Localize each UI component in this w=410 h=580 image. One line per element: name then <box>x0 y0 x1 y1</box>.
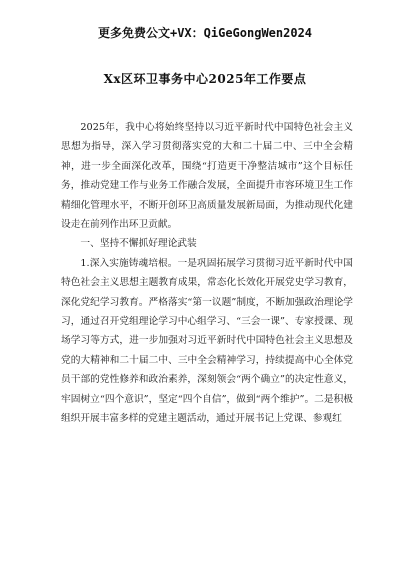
document-title: Xx区环卫事务中心2025年工作要点 <box>103 72 307 86</box>
promo-banner: 更多免费公文+VX：QiGeGongWen2024 <box>97 26 313 40</box>
section-heading: 一、坚持不懈抓好理论武装 <box>80 238 197 250</box>
document-body <box>61 118 353 429</box>
intro-paragraph: 2025年，我中心将始终坚持以习近平新时代中国特色社会主义思想为指导，深入学习贯彻落实党的大和二十届二中、三中全会精神，进一步全面深化改革，围绕“打造更干净整洁城市”这个目标任务，推动党建工作与业务工作融合发展，全面提升市容环境卫生工作精细化管理水平，不断开创环卫高质量发展新局面，为推动现代化建设走在前列作出环卫贡献。 <box>61 122 353 231</box>
section-paragraph: 1.深入实施铸魂培根。一是巩固拓展学习贯彻习近平新时代中国特色社会主义思想主题教育成果，常态化长效化开展党史学习教育，深化党纪学习教育。严格落实“第一议题”制度，不断加强政治理论学习，通过召开党组理论学习中心组学习、“三会一课”、专家授课、现场学习等方式，进一步加强对习近平新时代中国特色社会主义思想及党的大精神和二十届二中、三中全会精神学习，持续提高中心全体党员干部的党性修养和政治素养，深刻领会“两个确立”的决定性意义，牢固树立“四个意识”，坚定“四个自信”，做到“两个维护”。二是积极组织开展丰富多样的党建主题活动，通过开展书记上党课、参观红 <box>61 257 353 425</box>
